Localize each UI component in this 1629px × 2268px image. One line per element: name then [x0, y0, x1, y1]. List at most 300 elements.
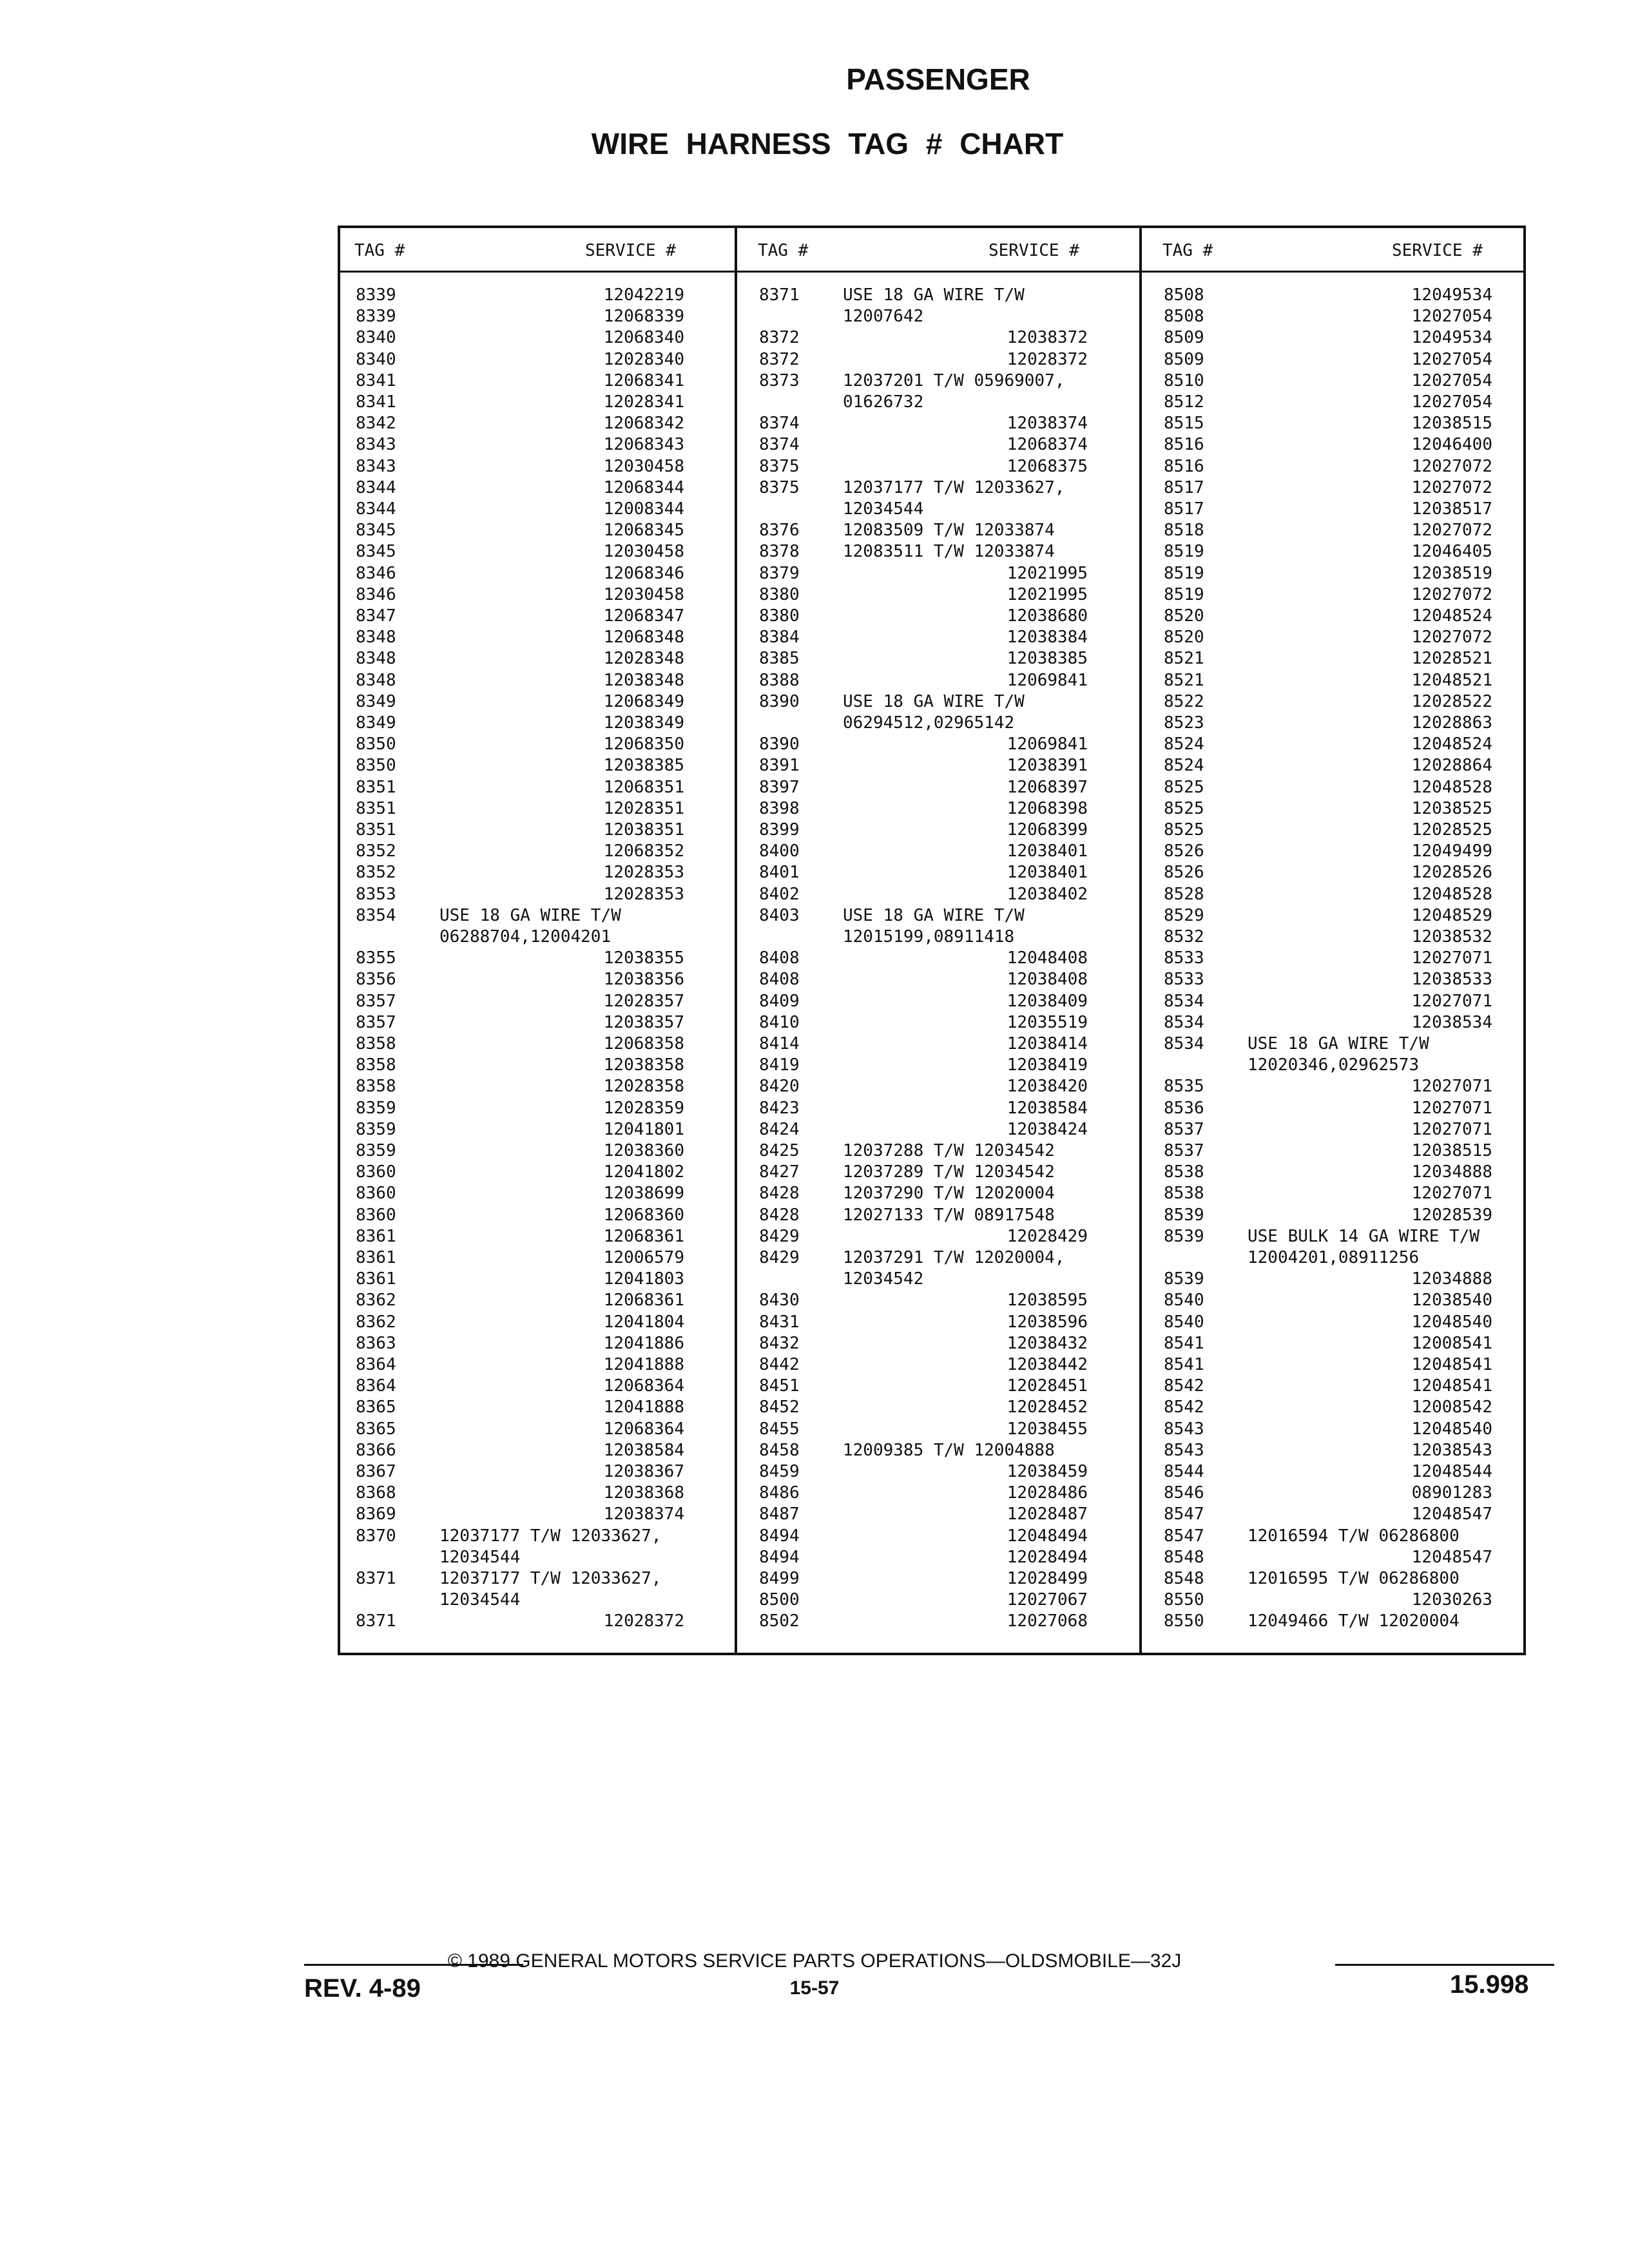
service-number: 12008541 — [1411, 1333, 1492, 1353]
service-number: 12038543 — [1411, 1440, 1492, 1460]
service-number: 12041802 — [603, 1162, 684, 1182]
table-row — [759, 606, 1120, 627]
table-row — [759, 306, 1120, 327]
tag-number: 8380 — [759, 606, 800, 626]
tag-number: 8424 — [759, 1119, 800, 1139]
service-number: 12028357 — [603, 991, 684, 1011]
service-number: 12030458 — [603, 456, 684, 476]
service-number: 12028539 — [1411, 1205, 1492, 1225]
service-number: 12038385 — [1007, 649, 1088, 669]
tag-number: 8362 — [356, 1291, 396, 1311]
table-row — [759, 434, 1120, 456]
table-row — [1164, 1119, 1525, 1140]
table-row — [759, 1033, 1120, 1055]
table-row — [356, 434, 717, 456]
table-row — [759, 691, 1120, 713]
service-number: 12034888 — [1411, 1269, 1492, 1289]
service-number: 12038357 — [603, 1012, 684, 1032]
table-row — [356, 456, 717, 477]
tag-number: 8534 — [1164, 1012, 1204, 1032]
tag-number: 8508 — [1164, 285, 1204, 305]
table-row — [1164, 777, 1525, 798]
table-row — [356, 499, 717, 520]
service-number: 12027071 — [1411, 1184, 1492, 1204]
table-row — [356, 370, 717, 392]
table-row — [759, 1376, 1120, 1397]
tag-number: 8414 — [759, 1034, 800, 1053]
service-number: 12038515 — [1411, 1141, 1492, 1160]
service-number: 12028863 — [1411, 713, 1492, 733]
tag-number: 8400 — [759, 841, 800, 861]
tag-number: 8341 — [356, 392, 396, 412]
service-number: 12068346 — [603, 563, 684, 583]
service-note: USE 18 GA WIRE T/W — [843, 691, 1025, 711]
tag-number: 8399 — [759, 820, 800, 840]
tag-number: 8360 — [356, 1184, 396, 1204]
table-row — [1164, 1397, 1525, 1418]
service-note: 12037291 T/W 12020004, — [843, 1248, 1065, 1267]
table-row — [356, 1098, 717, 1119]
tag-number: 8358 — [356, 1034, 396, 1053]
tag-number: 8380 — [759, 584, 800, 604]
table-row — [356, 1140, 717, 1162]
tag-number: 8518 — [1164, 521, 1204, 541]
tag-number: 8519 — [1164, 584, 1204, 604]
service-note: 12083509 T/W 12033874 — [843, 521, 1055, 541]
service-number: 12027054 — [1411, 370, 1492, 390]
service-number: 12068399 — [1007, 820, 1088, 840]
revision-label: REV. 4-89 — [304, 1974, 421, 2003]
service-number: 12038391 — [1007, 756, 1088, 776]
tag-number: 8487 — [759, 1504, 800, 1524]
table-row — [1164, 1269, 1525, 1290]
service-number: 12068342 — [603, 414, 684, 434]
service-number: 12030263 — [1411, 1590, 1492, 1610]
tag-number: 8539 — [1164, 1226, 1204, 1246]
tag-number: 8534 — [1164, 1034, 1204, 1053]
service-number: 12038432 — [1007, 1333, 1088, 1353]
service-number: 12028429 — [1007, 1226, 1088, 1246]
service-number: 12048540 — [1411, 1419, 1492, 1439]
service-number: 12028348 — [603, 649, 684, 669]
service-number: 12028487 — [1007, 1504, 1088, 1524]
tag-number: 8538 — [1164, 1162, 1204, 1182]
service-number: 12068340 — [603, 328, 684, 348]
service-number: 12048544 — [1411, 1462, 1492, 1481]
service-number: 12068375 — [1007, 456, 1088, 476]
tag-number: 8357 — [356, 991, 396, 1011]
service-note: 12007642 — [843, 307, 924, 327]
table-row — [356, 948, 717, 969]
col3-service-header: SERVICE # — [1392, 241, 1483, 260]
chart-title: WIRE HARNESS TAG # CHART — [591, 127, 1064, 160]
table-row — [1164, 1354, 1525, 1376]
col2-tag-header: TAG # — [758, 241, 809, 260]
table-row — [759, 584, 1120, 606]
table-row — [1164, 285, 1525, 306]
service-number: 12038595 — [1007, 1291, 1088, 1311]
tag-number: 8429 — [759, 1248, 800, 1267]
service-number: 12027067 — [1007, 1590, 1088, 1610]
tag-number: 8532 — [1164, 927, 1204, 947]
service-number: 12038401 — [1007, 841, 1088, 861]
tag-number: 8539 — [1164, 1205, 1204, 1225]
service-number: 12038351 — [603, 820, 684, 840]
table-row — [1164, 627, 1525, 648]
table-row — [356, 1226, 717, 1247]
table-row — [356, 1033, 717, 1055]
service-number: 12068351 — [603, 777, 684, 797]
tag-number: 8344 — [356, 477, 396, 497]
table-row — [1164, 1205, 1525, 1226]
tag-number: 8352 — [356, 841, 396, 861]
table-row — [759, 285, 1120, 306]
tag-number: 8533 — [1164, 970, 1204, 990]
service-number: 12038385 — [603, 756, 684, 776]
tag-number: 8546 — [1164, 1483, 1204, 1503]
tag-number: 8397 — [759, 777, 800, 797]
tag-number: 8358 — [356, 1055, 396, 1075]
service-number: 12048494 — [1007, 1526, 1088, 1546]
service-number: 12069841 — [1007, 670, 1088, 690]
table-row — [356, 1354, 717, 1376]
tag-number: 8355 — [356, 948, 396, 968]
table-row — [759, 1568, 1120, 1590]
service-number: 12008344 — [603, 499, 684, 519]
service-number: 12049534 — [1411, 285, 1492, 305]
service-number: 12038532 — [1411, 927, 1492, 947]
table-row — [356, 820, 717, 841]
service-note: USE BULK 14 GA WIRE T/W — [1248, 1226, 1480, 1246]
tag-number: 8550 — [1164, 1590, 1204, 1610]
service-note: 12020346,02962573 — [1248, 1055, 1420, 1075]
service-number: 12038584 — [1007, 1098, 1088, 1118]
tag-number: 8362 — [356, 1312, 396, 1332]
service-number: 12027054 — [1411, 349, 1492, 369]
tag-number: 8361 — [356, 1269, 396, 1289]
service-number: 12028358 — [603, 1077, 684, 1097]
table-row — [759, 884, 1120, 905]
service-number: 12038402 — [1007, 884, 1088, 904]
tag-number: 8541 — [1164, 1355, 1204, 1374]
table-row — [356, 862, 717, 883]
tag-number: 8508 — [1164, 307, 1204, 327]
tag-number: 8535 — [1164, 1077, 1204, 1097]
tag-number: 8343 — [356, 456, 396, 476]
service-number: 12041801 — [603, 1119, 684, 1139]
table-row — [1164, 1247, 1525, 1269]
service-number: 12048540 — [1411, 1312, 1492, 1332]
table-row — [356, 1012, 717, 1033]
service-number: 12068348 — [603, 628, 684, 648]
table-row — [759, 627, 1120, 648]
service-number: 12068343 — [603, 435, 684, 455]
tag-number: 8366 — [356, 1440, 396, 1460]
table-row — [356, 884, 717, 905]
table-row — [356, 734, 717, 755]
tag-number: 8517 — [1164, 499, 1204, 519]
tag-number: 8343 — [356, 435, 396, 455]
service-number: 12048521 — [1411, 670, 1492, 690]
service-number: 12038368 — [603, 1483, 684, 1503]
table-row — [759, 370, 1120, 392]
service-number: 12027072 — [1411, 477, 1492, 497]
table-row — [1164, 969, 1525, 990]
tag-number: 8340 — [356, 349, 396, 369]
tag-number: 8368 — [356, 1483, 396, 1503]
tag-number: 8371 — [356, 1611, 396, 1631]
tag-number: 8369 — [356, 1504, 396, 1524]
tag-number: 8361 — [356, 1248, 396, 1267]
table-row — [759, 648, 1120, 669]
service-note: 12034544 — [843, 499, 924, 519]
table-row — [1164, 670, 1525, 691]
table-row — [356, 798, 717, 820]
service-number: 12038360 — [603, 1141, 684, 1160]
table-row — [1164, 1547, 1525, 1568]
table-row — [759, 1290, 1120, 1311]
tag-number: 8429 — [759, 1226, 800, 1246]
column-divider — [735, 226, 737, 1653]
table-row — [1164, 798, 1525, 820]
service-note: 12034544 — [439, 1590, 521, 1610]
service-number: 12038414 — [1007, 1034, 1088, 1053]
table-row — [759, 991, 1120, 1012]
table-row — [356, 1611, 717, 1632]
service-number: 12068360 — [603, 1205, 684, 1225]
tag-number: 8340 — [356, 328, 396, 348]
table-row — [1164, 905, 1525, 927]
table-row — [1164, 306, 1525, 327]
service-note: 12049466 T/W 12020004 — [1248, 1611, 1460, 1631]
tag-number: 8520 — [1164, 628, 1204, 648]
table-row — [356, 1504, 717, 1525]
tag-number: 8374 — [759, 435, 800, 455]
table-row — [759, 499, 1120, 520]
table-row — [356, 755, 717, 776]
tag-number: 8538 — [1164, 1184, 1204, 1204]
service-number: 12048529 — [1411, 905, 1492, 925]
tag-number: 8376 — [759, 521, 800, 541]
service-number: 12027068 — [1007, 1611, 1088, 1631]
tag-number: 8522 — [1164, 691, 1204, 711]
service-note: USE 18 GA WIRE T/W — [439, 905, 621, 925]
tag-number: 8494 — [759, 1547, 800, 1567]
service-number: 12028499 — [1007, 1569, 1088, 1588]
table-row — [1164, 1226, 1525, 1247]
table-row — [356, 1547, 717, 1568]
table-row — [356, 713, 717, 734]
table-row — [356, 1461, 717, 1483]
service-number: 12048541 — [1411, 1376, 1492, 1396]
service-number: 12038358 — [603, 1055, 684, 1075]
service-number: 12038372 — [1007, 328, 1088, 348]
tag-number: 8526 — [1164, 863, 1204, 883]
table-row — [356, 1312, 717, 1333]
table-row — [356, 285, 717, 306]
service-note: USE 18 GA WIRE T/W — [1248, 1034, 1429, 1053]
table-row — [1164, 456, 1525, 477]
tag-number: 8408 — [759, 948, 800, 968]
tag-number: 8375 — [759, 456, 800, 476]
table-row — [759, 1461, 1120, 1483]
service-number: 12028494 — [1007, 1547, 1088, 1567]
tag-number: 8410 — [759, 1012, 800, 1032]
tag-number: 8372 — [759, 349, 800, 369]
service-number: 12027071 — [1411, 1119, 1492, 1139]
tag-number: 8342 — [356, 414, 396, 434]
page-number: 15-57 — [789, 1977, 840, 1999]
service-number: 12068361 — [603, 1291, 684, 1311]
service-number: 12030458 — [603, 584, 684, 604]
table-row — [356, 969, 717, 990]
tag-number: 8515 — [1164, 414, 1204, 434]
service-number: 12048547 — [1411, 1547, 1492, 1567]
tag-number: 8544 — [1164, 1462, 1204, 1481]
service-note: 12037288 T/W 12034542 — [843, 1141, 1055, 1160]
service-number: 12027054 — [1411, 307, 1492, 327]
table-row — [759, 1590, 1120, 1611]
copyright-notice: © 1989 GENERAL MOTORS SERVICE PARTS OPERATIONS—OLDSMOBILE—32J — [447, 1950, 1182, 1972]
service-number: 12048524 — [1411, 735, 1492, 754]
table-row — [356, 1269, 717, 1290]
service-number: 12068350 — [603, 735, 684, 754]
table-row — [759, 1012, 1120, 1033]
tag-number: 8348 — [356, 649, 396, 669]
tag-number: 8359 — [356, 1119, 396, 1139]
service-number: 12038419 — [1007, 1055, 1088, 1075]
table-row — [1164, 1012, 1525, 1033]
tag-number: 8351 — [356, 820, 396, 840]
table-row — [759, 969, 1120, 990]
table-row — [1164, 1162, 1525, 1183]
service-number: 12027054 — [1411, 392, 1492, 412]
tag-number: 8521 — [1164, 670, 1204, 690]
tag-number: 8540 — [1164, 1291, 1204, 1311]
table-row — [759, 1162, 1120, 1183]
service-number: 12068349 — [603, 691, 684, 711]
table-row — [1164, 1526, 1525, 1547]
table-row — [759, 1226, 1120, 1247]
service-note: 12034542 — [843, 1269, 924, 1289]
table-row — [1164, 1419, 1525, 1440]
table-row — [356, 1055, 717, 1076]
tag-number: 8339 — [356, 307, 396, 327]
service-number: 12034888 — [1411, 1162, 1492, 1182]
service-note: 12034544 — [439, 1547, 521, 1567]
service-number: 12028341 — [603, 392, 684, 412]
tag-number: 8517 — [1164, 477, 1204, 497]
table-row — [356, 477, 717, 499]
table-row — [356, 584, 717, 606]
table-row — [1164, 648, 1525, 669]
tag-number: 8524 — [1164, 735, 1204, 754]
table-row — [356, 306, 717, 327]
table-row — [1164, 1098, 1525, 1119]
tag-number: 8520 — [1164, 606, 1204, 626]
tag-number: 8352 — [356, 863, 396, 883]
service-number: 12038367 — [603, 1462, 684, 1481]
service-number: 12068364 — [603, 1419, 684, 1439]
service-note: USE 18 GA WIRE T/W — [843, 285, 1025, 305]
tag-number: 8547 — [1164, 1504, 1204, 1524]
tag-number: 8430 — [759, 1291, 800, 1311]
tag-number: 8364 — [356, 1355, 396, 1374]
tag-number: 8349 — [356, 713, 396, 733]
table-row — [759, 541, 1120, 562]
tag-number: 8537 — [1164, 1119, 1204, 1139]
tag-number: 8339 — [356, 285, 396, 305]
table-row — [1164, 1290, 1525, 1311]
service-number: 12028372 — [1007, 349, 1088, 369]
tag-number: 8346 — [356, 563, 396, 583]
service-number: 12038374 — [603, 1504, 684, 1524]
table-row — [356, 1290, 717, 1311]
table-row — [759, 1419, 1120, 1440]
tag-number: 8528 — [1164, 884, 1204, 904]
service-number: 12068358 — [603, 1034, 684, 1053]
tag-number: 8345 — [356, 542, 396, 562]
table-row — [759, 862, 1120, 883]
table-row — [759, 1247, 1120, 1269]
service-number: 12048547 — [1411, 1504, 1492, 1524]
service-number: 12068352 — [603, 841, 684, 861]
tag-number: 8547 — [1164, 1526, 1204, 1546]
tag-number: 8358 — [356, 1077, 396, 1097]
tag-number: 8451 — [759, 1376, 800, 1396]
tag-number: 8442 — [759, 1355, 800, 1374]
tag-number: 8351 — [356, 777, 396, 797]
tag-number: 8524 — [1164, 756, 1204, 776]
table-row — [759, 1205, 1120, 1226]
tag-number: 8388 — [759, 670, 800, 690]
tag-number: 8378 — [759, 542, 800, 562]
table-row — [1164, 392, 1525, 413]
table-row — [1164, 884, 1525, 905]
table-row — [356, 1119, 717, 1140]
tag-number: 8512 — [1164, 392, 1204, 412]
service-number: 12042219 — [603, 285, 684, 305]
service-number: 12038519 — [1411, 563, 1492, 583]
service-note: 12009385 T/W 12004888 — [843, 1440, 1055, 1460]
table-row — [759, 670, 1120, 691]
service-note: 01626732 — [843, 392, 924, 412]
table-row — [759, 820, 1120, 841]
service-number: 12049534 — [1411, 328, 1492, 348]
col1-service-header: SERVICE # — [585, 241, 676, 260]
table-row — [356, 1568, 717, 1590]
table-row — [1164, 755, 1525, 776]
tag-number: 8359 — [356, 1098, 396, 1118]
table-row — [356, 349, 717, 370]
tag-number: 8526 — [1164, 841, 1204, 861]
service-number: 12038533 — [1411, 970, 1492, 990]
table-row — [1164, 1568, 1525, 1590]
table-row — [1164, 1333, 1525, 1354]
tag-number: 8385 — [759, 649, 800, 669]
table-row — [356, 627, 717, 648]
table-row — [356, 648, 717, 669]
table-row — [759, 1354, 1120, 1376]
service-number: 12038455 — [1007, 1419, 1088, 1439]
tag-number: 8548 — [1164, 1569, 1204, 1588]
service-note: 12037177 T/W 12033627, — [439, 1569, 662, 1588]
section-number: 15.998 — [1450, 1970, 1529, 1999]
table-row — [1164, 734, 1525, 755]
tag-number: 8373 — [759, 370, 800, 390]
service-number: 12038348 — [603, 670, 684, 690]
service-number: 12048524 — [1411, 606, 1492, 626]
